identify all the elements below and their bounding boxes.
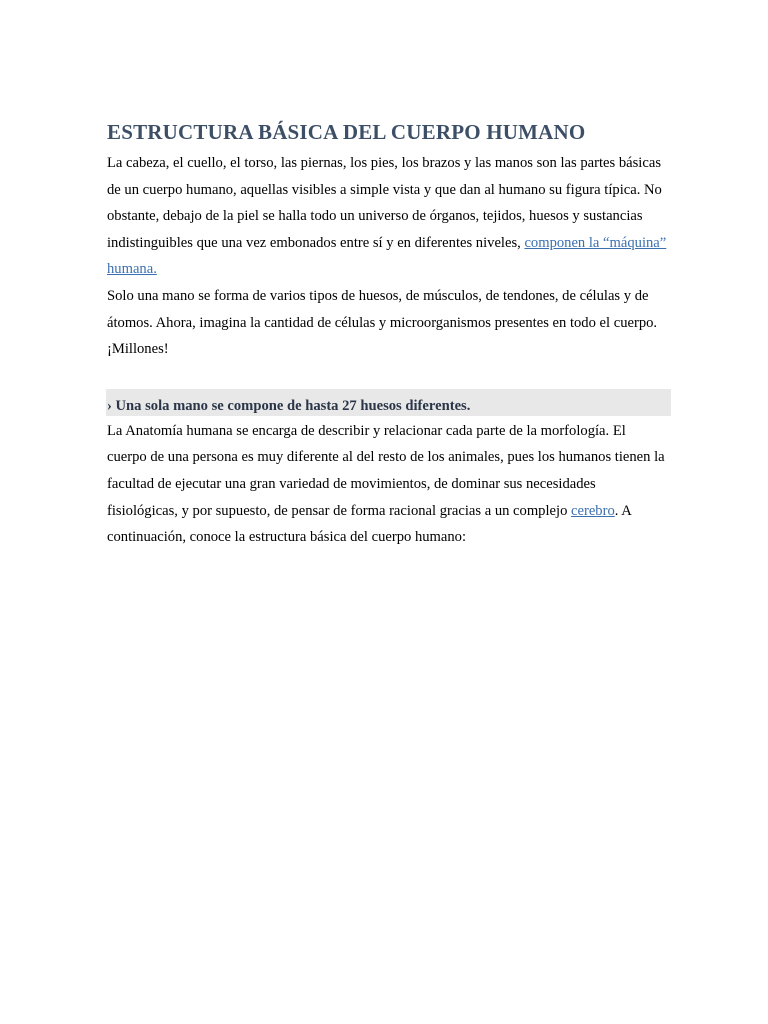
callout-banner: › Una sola mano se compone de hasta 27 huesos diferentes.: [106, 389, 671, 416]
cerebro-link[interactable]: cerebro: [571, 502, 615, 519]
maquina-humana-link[interactable]: componen la “máquina” humana.: [107, 234, 667, 278]
intro-text: La cabeza, el cuello, el torso, las piernas, los pies, los brazos y las manos son las partes básicas de un cuerpo humano, aquellas visibles a simple vista y que dan al humano su figura típica. No obstante, debajo de la piel se halla todo un universo de órganos, tejidos, huesos y sustancias indistinguibles que una vez embonados entre sí y en diferentes niveles,: [107, 155, 662, 251]
anatomy-text: La Anatomía humana se encarga de describir y relacionar cada parte de la morfología. El cuerpo de una persona es muy diferente al del resto de los animales, pues los humanos tienen la facultad de ejecutar una gran variedad de movimientos, de dominar sus necesidades fisiológicas, y por supuesto, de pensar de forma racional gracias a un complejo: [107, 422, 665, 519]
anatomy-text-end: . A continuación, conoce la estructura básica del cuerpo humano:: [107, 502, 631, 546]
spacer: [107, 363, 667, 389]
intro-paragraph: [107, 150, 667, 283]
anatomy-paragraph: [107, 418, 667, 551]
page-title: ESTRUCTURA BÁSICA DEL CUERPO HUMANO: [107, 120, 586, 144]
document-page: [107, 118, 667, 551]
hand-paragraph: Solo una mano se forma de varios tipos de huesos, de músculos, de tendones, de células y de átomos. Ahora, imagina la cantidad de células y microorganismos presentes en todo el cuerpo. ¡Millones!: [107, 287, 658, 358]
